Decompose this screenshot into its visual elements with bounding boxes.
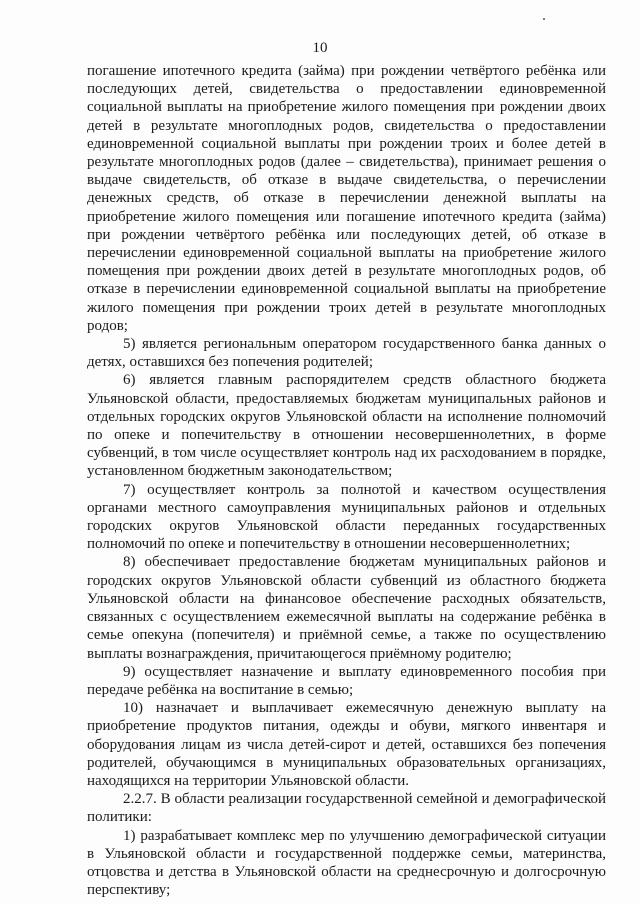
paragraph: 5) является региональным оператором государственного банка данных о детях, оставшихся без попечения родителей; [87, 336, 606, 371]
paragraph: погашение ипотечного кредита (займа) при рождении четвёртого ребёнка или последующих детей, свидетельства о предоставлении единовременной социальной выплаты на приобретение жилого помещения при рождении двоих детей в результате многоплодных родов, свидетельства о предоставлении единовременной социальной выплаты при рождении троих и более детей в результате многоплодных родов (далее – свидетельства), принимает решения о выдаче свидетельств, об отказе в выдаче свидетельства, о перечислении денежных средств, об отказе в перечислении денежной выплаты на приобретение жилого помещения или погашение ипотечного кредита (займа) при рождении четвёртого ребёнка или последующих детей, об отказе в перечислении единовременной социальной выплаты на приобретение жилого помещения при рождении двоих детей в результате многоплодных родов, об отказе в перечислении единовременной социальной выплаты на приобретение жилого помещения при рождении троих детей в результате многоплодных родов; [87, 63, 606, 334]
paragraph: 9) осуществляет назначение и выплату единовременного пособия при передаче ребёнка на воспитание в семью; [87, 663, 606, 698]
paragraph: 6) является главным распорядителем средств областного бюджета Ульяновской области, предоставляемых бюджетам муниципальных районов и отдельных городских округов Ульяновской области на исполнение полномочий по опеке и попечительству в отношении несовершеннолетних, в форме субвенций, в том числе осуществляет контроль над их расходованием в порядке, установленном бюджетным законодательством; [87, 372, 606, 480]
page-number: 10 [312, 40, 328, 56]
paragraph: 7) осуществляет контроль за полнотой и качеством осуществления органами местного самоуправления муниципальных районов и отдельных городских округов Ульяновской области переданных государственных полномочий по опеке и попечительству в отношении несовершеннолетних; [87, 481, 606, 553]
scan-speck [543, 18, 545, 20]
paragraph: 10) назначает и выплачивает ежемесячную денежную выплату на приобретение продуктов питания, одежды и обуви, мягкого инвентаря и оборудования лицам из числа детей-сирот и детей, оставшихся без попечения родителей, обучающимся в муниципальных образовательных организациях, находящихся на территории Ульяновской области. [87, 700, 606, 789]
paragraph: 8) обеспечивает предоставление бюджетам муниципальных районов и городских округов Ульяновской области субвенций из областного бюджета Ульяновской области на финансовое обеспечение расходных обязательств, связанных с осуществлением ежемесячной выплаты на содержание ребёнка в семье опекуна (попечителя) и приёмной семье, а также по осуществлению выплаты вознаграждения, причитающегося приёмному родителю; [87, 554, 606, 662]
paragraph: 2.2.7. В области реализации государственной семейной и демографической политики: [87, 791, 606, 826]
paragraph: 1) разрабатывает комплекс мер по улучшению демографической ситуации в Ульяновской области и государственной поддержке семьи, материнства, отцовства и детства в Ульяновской области на среднесрочную и долгосрочную перспективу; [87, 827, 606, 899]
document-body [87, 62, 606, 899]
